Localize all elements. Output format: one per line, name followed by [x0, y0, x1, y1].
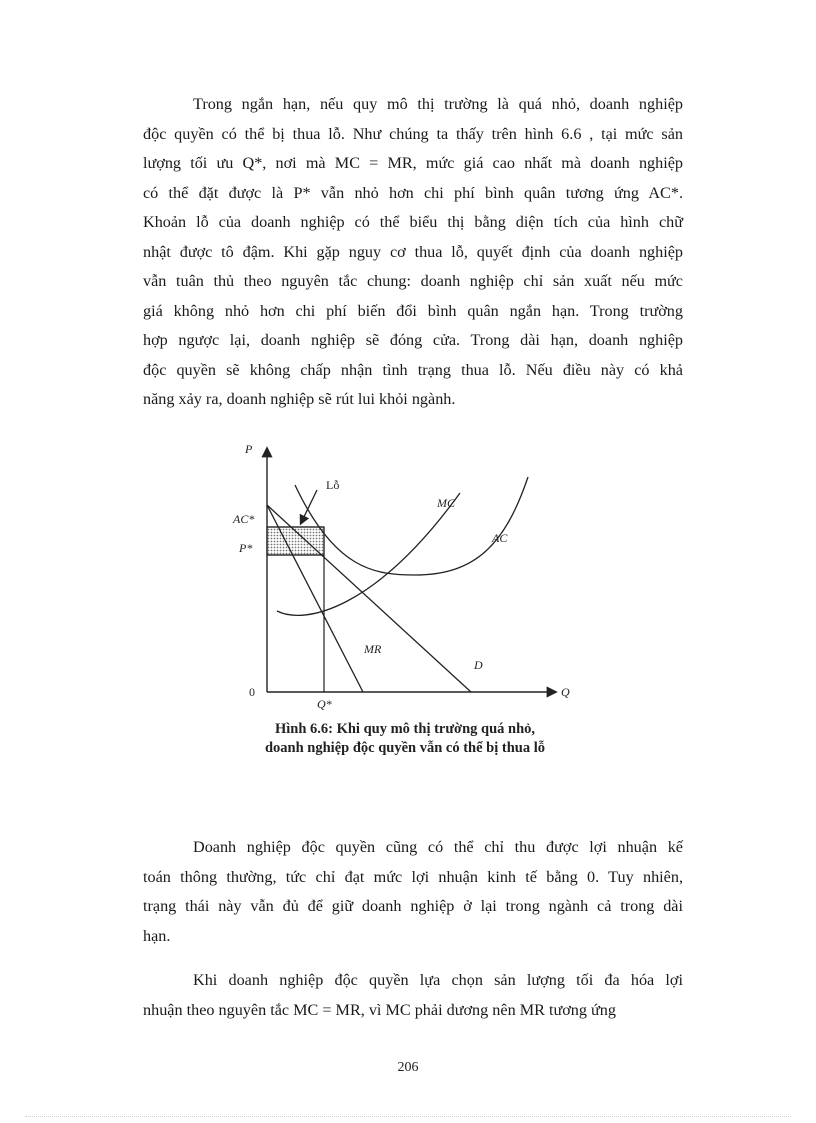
ac-label: AC [492, 531, 508, 545]
loss-label: Lỗ [326, 478, 340, 492]
text-line: Doanh nghiệp độc quyền cũng có thể chỉ thu được lợi nhuận kế [193, 838, 683, 856]
figure-6-6 [225, 435, 585, 720]
text-line: nhật được tô đậm. Khi gặp nguy cơ thua lỗ, quyết định của doanh nghiệp [143, 242, 683, 261]
p-star-label: P* [239, 541, 253, 555]
text-line: giá không nhỏ hơn chi phí biến đổi bình quân ngắn hạn. Trong trường [143, 301, 683, 320]
q-star-label: Q* [317, 697, 332, 711]
loss-arrow [301, 490, 317, 523]
text-line: hạn. [143, 926, 171, 945]
mc-label: MC [437, 496, 455, 510]
text-line: có thể đặt được là P* vẫn nhỏ hơn chi phí bình quân tương ứng AC*. [143, 183, 683, 202]
text-line: Khi doanh nghiệp độc quyền lựa chọn sản lượng tối đa hóa lợi [193, 971, 683, 989]
x-axis-label: Q [561, 685, 570, 699]
page-number: 206 [397, 1060, 419, 1075]
mr-label: MR [364, 642, 382, 656]
monopoly-loss-diagram [225, 435, 585, 720]
text-line: vẫn tuân thủ theo nguyên tắc chung: doanh nghiệp chỉ sản xuất nếu mức [143, 272, 683, 290]
text-line: Trong ngắn hạn, nếu quy mô thị trường là quá nhỏ, doanh nghiệp [193, 95, 683, 113]
bottom-divider [25, 1116, 791, 1117]
text-line: lượng tối ưu Q*, nơi mà MC = MR, mức giá cao nhất mà doanh nghiệp [143, 154, 683, 172]
text-line: toán thông thường, tức chỉ đạt mức lợi nhuận kinh tế bằng 0. Tuy nhiên, [143, 867, 683, 886]
text-line: độc quyền có thể bị thua lỗ. Như chúng ta thấy trên hình 6.6 , tại mức sản [143, 124, 683, 143]
paragraph-1 [143, 90, 683, 415]
paragraph-3 [143, 966, 683, 1025]
text-line: năng xảy ra, doanh nghiệp sẽ rút lui khỏi ngành. [143, 390, 456, 408]
figure-caption [220, 720, 590, 758]
origin-label: 0 [249, 685, 255, 699]
caption-line: doanh nghiệp độc quyền vẫn có thể bị thua lỗ [264, 740, 545, 756]
caption-line: Hình 6.6: Khi quy mô thị trường quá nhỏ, [274, 721, 536, 737]
ac-star-label: AC* [233, 512, 255, 526]
text-line: trạng thái này vẫn đủ để giữ doanh nghiệp ở lại trong ngành cả trong dài [143, 897, 683, 915]
d-label: D [474, 658, 483, 672]
text-line: nhuận theo nguyên tắc MC = MR, vì MC phải dương nên MR tương ứng [143, 1000, 616, 1019]
text-line: hợp ngược lại, doanh nghiệp sẽ đóng cửa. Trong dài hạn, doanh nghiệp [143, 331, 683, 349]
demand-curve [267, 505, 471, 692]
text-line: Khoản lỗ của doanh nghiệp có thể biểu thị bằng diện tích của hình chữ [143, 213, 683, 231]
y-axis-label: P [245, 442, 253, 456]
paragraph-2 [143, 833, 683, 951]
text-line: độc quyền sẽ không chấp nhận tình trạng thua lỗ. Nếu điều này có khả [143, 360, 683, 379]
